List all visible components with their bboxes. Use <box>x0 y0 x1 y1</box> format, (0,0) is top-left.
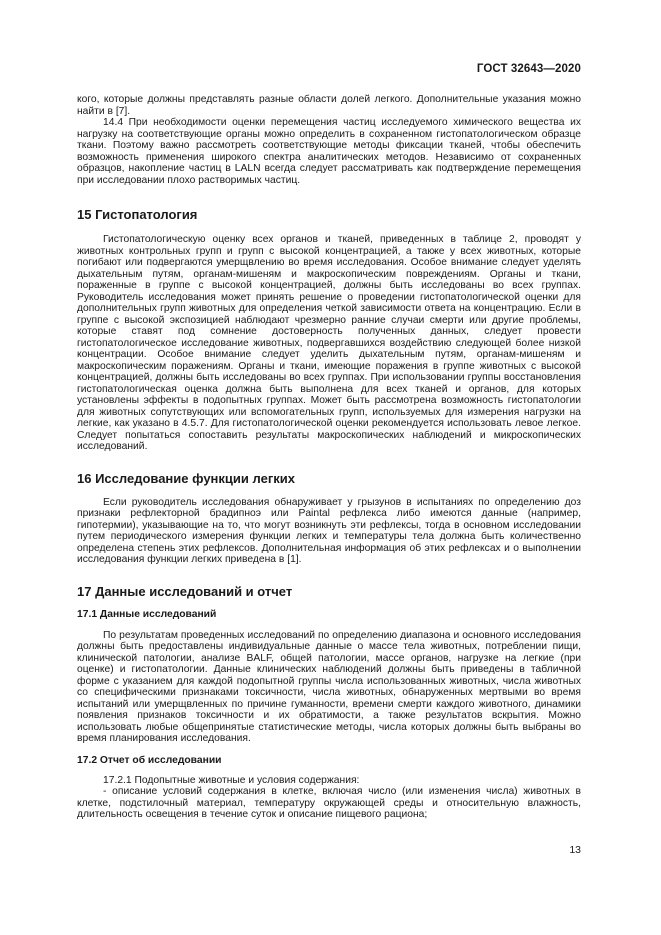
intro-paragraph-1: кого, которые должны представлять разные области долей легкого. Дополнительные указания можно найти в [7]. <box>77 94 581 117</box>
intro-paragraph-2: 14.4 При необходимости оценки перемещения частиц исследуемого химического вещества их нагрузку на соответствующие органы можно определить в сохраненном гистопатологическом образце ткани. Поэтому важно рассмотреть соответствующие методы фиксации тканей, чтобы обеспечить возможность применения широкого спектра аналитических методов. Независимо от сохраненных образцов, накопление частиц в LALN всегда следует рассматривать как подтверждение перемещения при исследовании плохо растворимых частиц. <box>77 117 581 186</box>
item-17-2-1: 17.2.1 Подопытные животные и условия содержания: <box>103 774 360 786</box>
subsection-17-1-paragraph: По результатам проведенных исследований по определению диапазона и основного исследования должны быть предоставлены индивидуальные данные о массе тела животных, потреблении пищи, клинической патологии, анализе BALF, общей патологии, массе органов, нагрузке на легкие (при оценке) и гистопатологии. Данные клинических наблюдений должны быть приведены в табличной форме с указанием для каждой подопытной группы числа использованных животных, числа животных со специфическими признаками токсичности, числа животных, обнаруженных мертвыми во время испытаний или умерщвленных по причине гуманности, времени смерти каждого животного, динамики появления признаков токсичности и их обратимости, а также результатов вскрытия. Можно использовать любые общепринятые статистические методы, числа которых должны быть выбраны во время планирования исследования. <box>77 629 581 744</box>
section-17-heading: 17 Данные исследований и отчет <box>77 583 293 599</box>
section-16-heading: 16 Исследование функции легких <box>77 470 295 486</box>
subsection-17-2-heading: 17.2 Отчет об исследовании <box>77 754 222 766</box>
page-number: 13 <box>569 844 581 856</box>
subsection-17-1-heading: 17.1 Данные исследований <box>77 608 217 620</box>
document-body <box>77 94 581 821</box>
section-15-heading: 15 Гистопатология <box>77 207 198 222</box>
standard-header: ГОСТ 32643—2020 <box>476 63 581 75</box>
item-housing-conditions: - описание условий содержания в клетке, включая число (или изменения числа) животных в клетке, подстилочный материал, температуру окружающей среды и относительную влажность, длительность освещения в течение суток и описание пищевого рациона; <box>77 786 581 820</box>
section-16-paragraph: Если руководитель исследования обнаруживает у грызунов в испытаниях по определению доз признаки рефлекторной брадипноэ или Paintal рефлекса либо имеются данные (например, гипотермии), указывающие на то, что могут возникнуть эти рефлексы, тогда в основном исследовании путем периодического измерения функции легких и температуры тела должна быть количественно определена степень этих рефлексов. Дополнительная информация об этих рефлексах и о выполнении исследования функции легких приведена в [1]. <box>77 496 581 565</box>
section-15-paragraph: Гистопатологическую оценку всех органов и тканей, приведенных в таблице 2, проводят у животных контрольных групп и групп с высокой концентрацией, а также у всех животных, которые погибают или подвергаются умерщвлению во время исследования. Особое внимание следует уделять дыхательным путям, органам-мишеням и макроскопическим повреждениям. Органы и ткани, пораженные в группе с высокой концентрацией, должны быть исследованы во всех группах. Руководитель исследования может принять решение о проведении гистопатологической оценки для дополнительных групп животных для определения четкой зависимости ответа на концентрацию. Если в группе с высокой экспозицией наблюдают чрезмерно ранние случаи смерти или другие проблемы, которые ставят под сомнение достоверность полученных данных, следует провести гистопатологическое исследование животных, подвергавшихся воздействию следующей более низкой концентрации. Особое внимание следует уделить дыхательным путям, органам-мишеням и макроскопическим поражениям. Органы и ткани, имеющие поражения в группе животных с высокой концентрацией, должны быть исследованы во всех группах. При использовании группы восстановления гистопатологическая оценка должна быть выполнена для всех тканей и органов, для которых установлены эффекты в подопытных группах. Может быть рассмотрена возможность гистопатологии для животных сопутствующих или вспомогательных групп, используемых для измерения нагрузки на легкие, как указано в 4.5.7. Для гистопатологической оценки рекомендуется использовать левое легкое. Следует попытаться сопоставить результаты макроскопических наблюдений и микроскопических исследований. <box>77 234 581 452</box>
